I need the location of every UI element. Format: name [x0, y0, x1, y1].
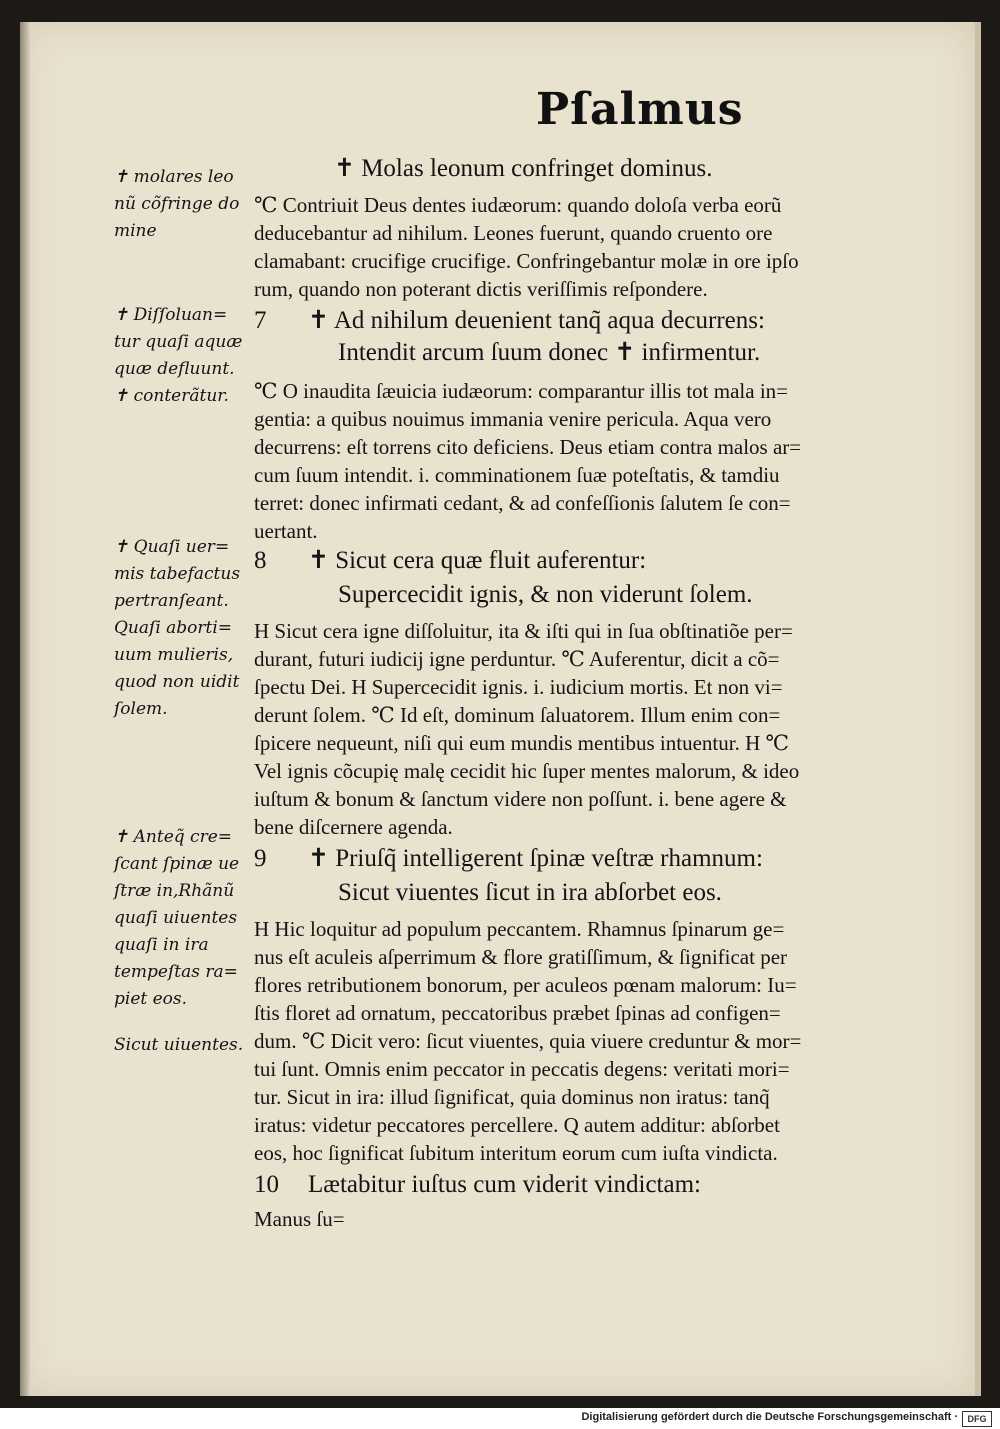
- verse-number: 9: [254, 845, 267, 872]
- catchword: Manus ſu=: [254, 1207, 345, 1231]
- margin-note: ✝ molares leo nũ cõfringe do mine: [114, 167, 240, 241]
- verse-line: ✝ Molas leonum confringet dominus.: [334, 155, 713, 182]
- verse-line: [254, 546, 646, 576]
- verse-number: 8: [254, 547, 267, 574]
- margin-note: Sicut uiuentes.: [114, 1035, 244, 1055]
- commentary-line: derunt ſolem. ℃ Id eſt, dominum ſaluatorem. Illum enim con=: [254, 703, 781, 727]
- verse-line: [254, 1170, 701, 1200]
- commentary-line: ℃ O inaudita ſæuicia iudæorum: comparantur illis tot mala in=: [254, 379, 788, 403]
- commentary-line: Vel ignis cõcupię malę cecidit hic ſuper mentes malorum, & ideo: [254, 759, 800, 783]
- verse-text: ✝ Priuſq̃ intelligerent ſpinæ veſtræ rhamnum:: [308, 845, 763, 872]
- commentary-line: iuſtum & bonum & ſanctum videre non poſſunt. i. bene agere &: [254, 787, 787, 811]
- verse-line: [254, 306, 765, 336]
- commentary-line: rum, quando non poterant dictis veriſſimis reſpondere.: [254, 277, 708, 301]
- commentary-line: ſpectu Dei. H Supercecidit ignis. i. iudicium mortis. Et non vi=: [254, 675, 783, 699]
- page-edge: [20, 22, 30, 1396]
- commentary-line: gentia: a quibus nouimus immania venire pericula. Aqua vero: [254, 407, 772, 431]
- margin-note: ✝ Anteq̃ cre= ſcant ſpinæ ue ſtræ in,Rhãnũ quaſi uiuentes quaſi in ira tempeſtas ra= piet eos.: [114, 827, 240, 1009]
- verse-number: 7: [254, 307, 267, 334]
- commentary-line: ſtis floret ad ornatum, peccatoribus præbet ſpinas ad configen=: [254, 1001, 781, 1025]
- funding-credit: Digitalisierung gefördert durch die Deutsche Forschungsgemeinschaft ·: [581, 1411, 958, 1423]
- verse-line: Sicut viuentes ſicut in ira abſorbet eos.: [338, 879, 722, 906]
- verse-line: Intendit arcum ſuum donec ✝ infirmentur.: [338, 339, 761, 366]
- running-title: Pſalmus: [536, 84, 744, 135]
- verse-text: ✝ Sicut cera quæ fluit auferentur:: [308, 547, 647, 574]
- commentary-line: H Hic loquitur ad populum peccantem. Rhamnus ſpinarum ge=: [254, 917, 785, 941]
- commentary-line: flores retributionem bonorum, per aculeos pœnam malorum: Iu=: [254, 973, 797, 997]
- margin-note: ✝ Quaſi uer= mis tabefactus pertranſeant. Quaſi aborti= uum mulieris, quod non uidit ſolem.: [114, 537, 241, 719]
- commentary-line: durant, futuri iudicij igne perduntur. ℃ Auferentur, dicit a cõ=: [254, 647, 780, 671]
- commentary-line: uertant.: [254, 519, 318, 543]
- commentary-line: H Sicut cera igne diſſoluitur, ita & iſti qui in ſua obſtinatiõe per=: [254, 619, 793, 643]
- commentary-line: terret: donec infirmati cedant, & ad confeſſionis ſalutem ſe con=: [254, 491, 791, 515]
- margin-note: ✝ Diſſoluan= tur quaſi aquæ quæ defluunt. ✝ conterãtur.: [114, 305, 243, 406]
- commentary-line: ℃ Contriuit Deus dentes iudæorum: quando doloſa verba eorũ: [254, 193, 782, 217]
- commentary-line: deducebantur ad nihilum. Leones fuerunt, quando cruento ore: [254, 221, 773, 245]
- commentary-line: nus eſt aculeis aſperrimum & flore gratiſſimum, & ſignificat per: [254, 945, 788, 969]
- verse-text: Lætabitur iuſtus cum viderit vindictam:: [308, 1171, 701, 1198]
- verse-line: [254, 844, 763, 874]
- commentary-line: clamabant: crucifige crucifige. Confringebantur molæ in ore ipſo: [254, 249, 799, 273]
- verse-number: 10: [254, 1171, 279, 1198]
- commentary-line: dum. ℃ Dicit vero: ſicut viuentes, quia viuere creduntur & mor=: [254, 1029, 802, 1053]
- verse-line: Supercecidit ignis, & non viderunt ſolem.: [338, 581, 753, 608]
- commentary-line: tur. Sicut in ira: illud ſignificat, quia dominus non iratus: tanq̃: [254, 1085, 770, 1109]
- commentary-line: decurrens: eſt torrens cito deficiens. Deus etiam contra malos ar=: [254, 435, 802, 459]
- commentary-line: tui ſunt. Omnis enim peccator in peccatis degens: veritati mori=: [254, 1057, 790, 1081]
- commentary-line: iratus: videtur peccatores percellere. Q autem additur: abſorbet: [254, 1113, 780, 1137]
- commentary-line: bene diſcernere agenda.: [254, 815, 453, 839]
- digitization-footer: [0, 1408, 1000, 1429]
- verse-text: ✝ Ad nihilum deuenient tanq̃ aqua decurrens:: [308, 307, 765, 334]
- commentary-line: cum ſuum intendit. i. comminationem ſuæ poteſtatis, & tamdiu: [254, 463, 780, 487]
- book-page: [20, 22, 981, 1396]
- commentary-line: eos, hoc ſignificat ſubitum interitum eorum cum iuſta vindicta.: [254, 1141, 778, 1165]
- dfg-logo: DFG: [962, 1411, 992, 1427]
- commentary-line: ſpicere nequeunt, niſi qui eum mundis mentibus intuentur. H ℃: [254, 731, 789, 755]
